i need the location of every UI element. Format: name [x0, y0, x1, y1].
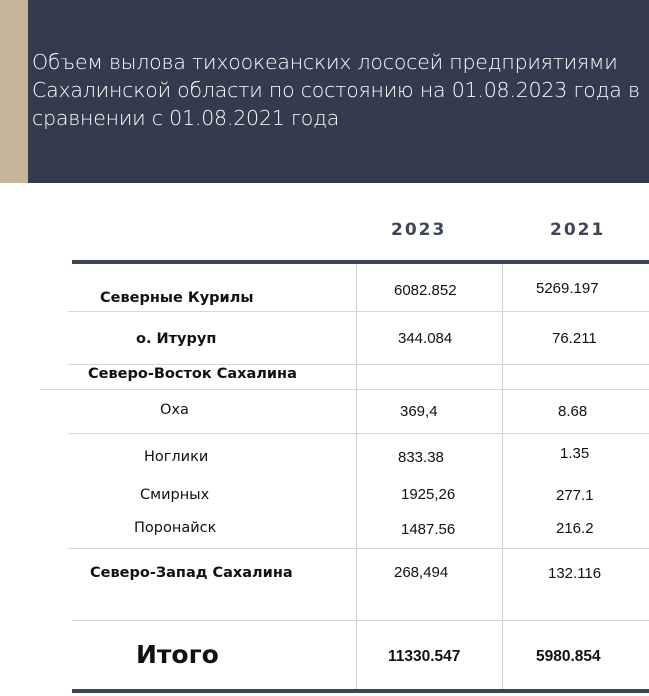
row-divider: [72, 620, 649, 621]
table-top-rule: [72, 260, 649, 264]
column-divider: [502, 264, 503, 689]
value-2023: 369,4: [400, 403, 438, 420]
column-header-2021: 2021: [550, 220, 606, 240]
value-2023: 6082.852: [394, 282, 457, 299]
row-divider: [68, 311, 649, 312]
column-divider: [356, 264, 357, 689]
value-2021: 5269.197: [536, 280, 599, 297]
row-label-okha: Оха: [160, 402, 189, 418]
accent-bar: [0, 0, 28, 183]
row-divider: [68, 433, 649, 434]
page-title: Объем вылова тихоокеанских лососей предприятиями Сахалинской области по состоянию на 01.08.2023 года в сравнении с 01.08.2021 года: [32, 50, 640, 130]
value-2023: 344.084: [398, 330, 453, 347]
value-2023: 833.38: [398, 449, 444, 466]
total-label: Итого: [136, 640, 219, 669]
total-2023: 11330.547: [388, 648, 461, 665]
value-2023: 268,494: [394, 564, 449, 581]
value-2023: 1925,26: [401, 486, 456, 503]
row-divider: [68, 364, 649, 365]
row-label-poronaysk: Поронайск: [134, 520, 217, 536]
row-label-iturup: о. Итуруп: [136, 331, 217, 347]
value-2021: 1.35: [560, 445, 590, 462]
value-2021: 277.1: [556, 487, 594, 504]
value-2023: 1487.56: [401, 521, 456, 538]
value-2021: 76.211: [552, 330, 597, 347]
row-label-northeast-sakhalin: Северо-Восток Сахалина: [88, 366, 297, 382]
row-divider: [68, 548, 649, 549]
row-label-smirnykh: Смирных: [140, 487, 210, 503]
row-divider: [40, 389, 649, 390]
value-2021: 8.68: [558, 403, 588, 420]
column-header-2023: 2023: [391, 220, 447, 240]
row-label-north-kurils: Северные Курилы: [100, 290, 254, 306]
row-label-northwest-sakhalin: Северо-Запад Сахалина: [90, 565, 293, 581]
value-2021: 216.2: [556, 520, 594, 537]
row-label-nogliki: Ноглики: [144, 449, 209, 465]
total-2021: 5980.854: [536, 648, 601, 665]
value-2021: 132.116: [548, 565, 602, 582]
table-bottom-rule: [72, 689, 649, 693]
